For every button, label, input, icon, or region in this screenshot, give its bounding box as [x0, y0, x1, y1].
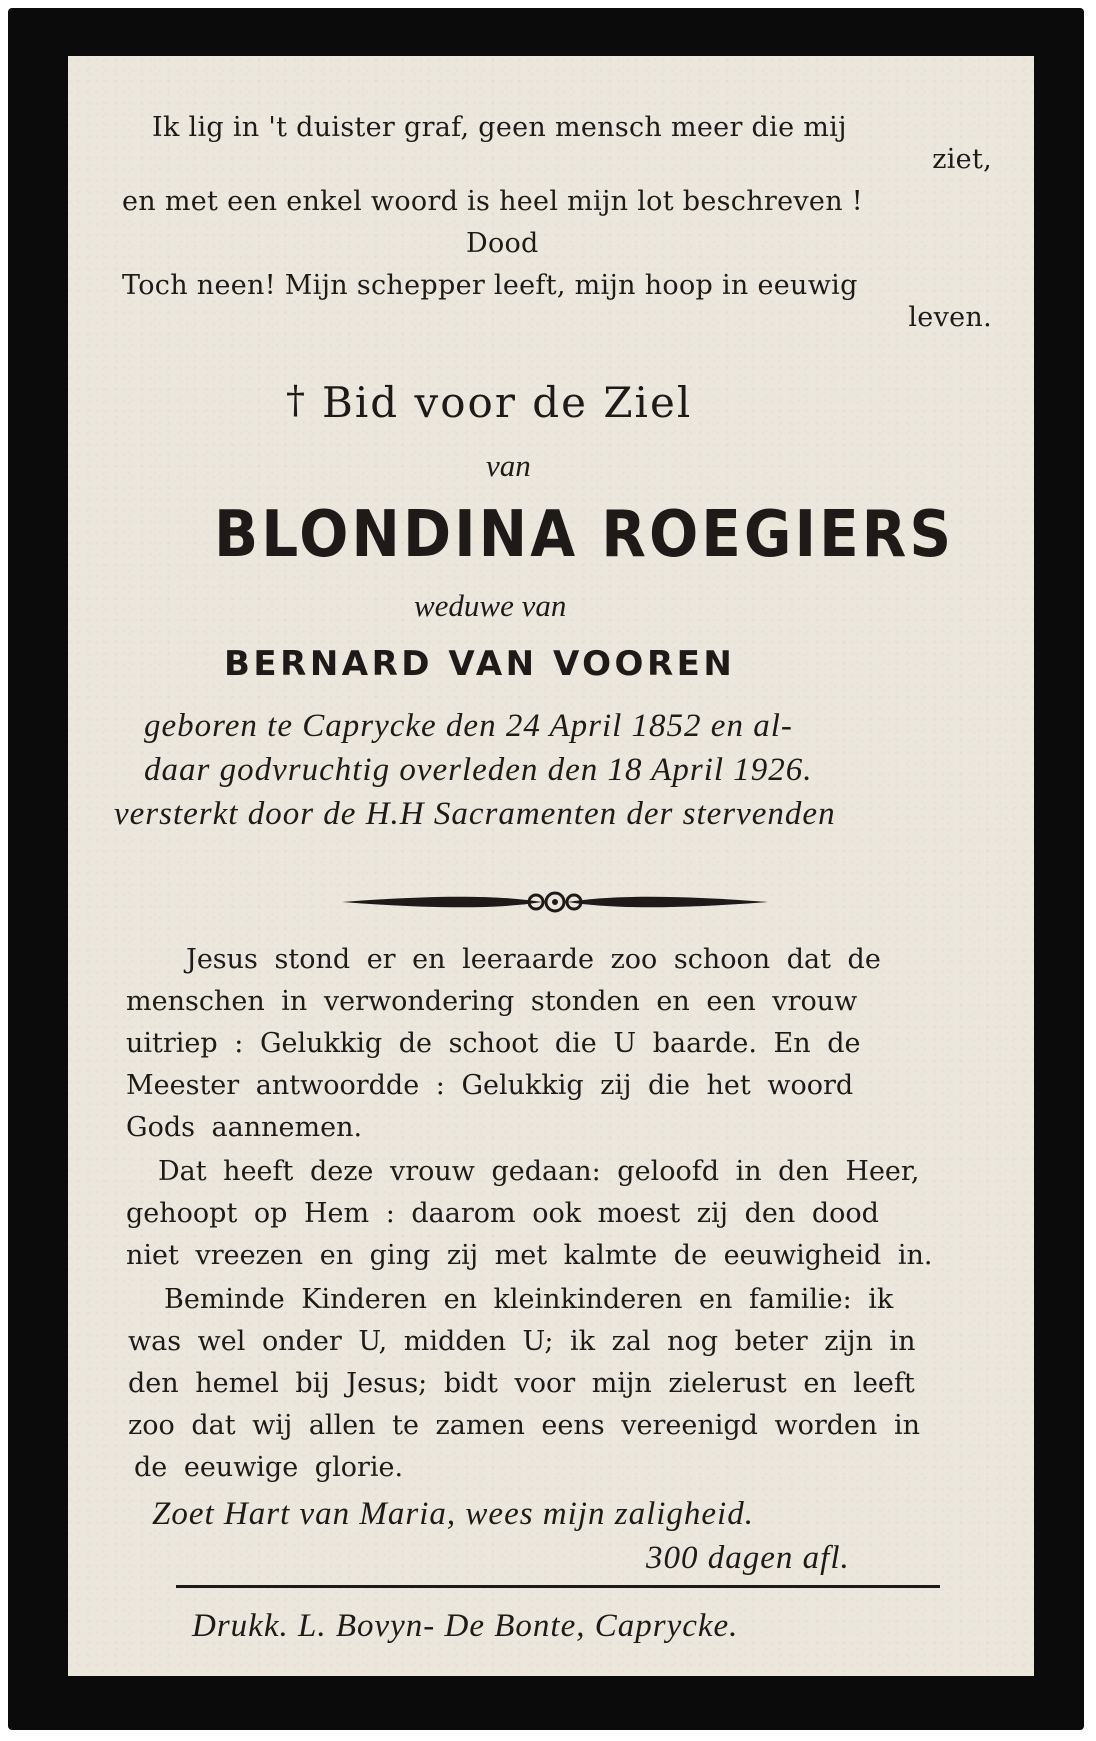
card-paper — [68, 56, 1034, 1676]
body-line: Meester antwoordde : Gelukkig zij die het woord — [126, 1070, 854, 1101]
body-line: menschen in verwondering stonden en een vrouw — [126, 986, 858, 1017]
body-line: Beminde Kinderen en kleinkinderen en familie: ik — [164, 1284, 894, 1315]
prayer-line: Zoet Hart van Maria, wees mijn zaligheid. — [152, 1496, 754, 1532]
body-line: Dat heeft deze vrouw gedaan: geloofd in den Heer, — [158, 1156, 920, 1187]
body-line: den hemel bij Jesus; bidt voor mijn zielerust en leeft — [128, 1368, 915, 1399]
body-line: de eeuwige glorie. — [134, 1452, 404, 1483]
poem-line-3: Dood — [466, 228, 539, 259]
deceased-name: BLONDINA ROEGIERS — [214, 496, 955, 572]
poem-line-4b: leven. — [908, 302, 992, 333]
ornament-divider-icon — [342, 886, 768, 918]
cross-icon: † — [286, 378, 305, 422]
widow-label: weduwe van — [414, 588, 567, 623]
sacrament-line: versterkt door de H.H Sacramenten der stervenden — [114, 796, 836, 832]
prayer-heading: Bid voor de Ziel — [322, 378, 693, 427]
poem-line-4: Toch neen! Mijn schepper leeft, mijn hoop in eeuwig — [122, 270, 858, 301]
body-line: niet vreezen en ging zij met kalmte de eeuwigheid in. — [126, 1240, 933, 1271]
body-line: Jesus stond er en leeraarde zoo schoon dat de — [186, 944, 881, 975]
husband-name: BERNARD VAN VOOREN — [224, 644, 736, 684]
poem-line-2: en met een enkel woord is heel mijn lot beschreven ! — [122, 186, 863, 217]
poem-line-1: Ik lig in 't duister graf, geen mensch meer die mij — [152, 112, 847, 143]
indulgence-note: 300 dagen afl. — [646, 1540, 850, 1576]
death-line: daar godvruchtig overleden den 18 April 1926. — [144, 752, 813, 788]
body-line: gehoopt op Hem : daarom ook moest zij den dood — [126, 1198, 879, 1229]
memorial-card — [8, 8, 1084, 1730]
body-line: zoo dat wij allen te zamen eens vereenigd worden in — [128, 1410, 921, 1441]
birth-line: geboren te Caprycke den 24 April 1852 en al- — [144, 708, 793, 744]
body-line: uitriep : Gelukkig de schoot die U baarde. En de — [126, 1028, 861, 1059]
divider-rule — [176, 1585, 940, 1588]
body-line: was wel onder U, midden U; ik zal nog beter zijn in — [128, 1326, 916, 1357]
poem-line-1b: ziet, — [932, 144, 992, 175]
body-line: Gods aannemen. — [126, 1112, 363, 1143]
printer-credit: Drukk. L. Bovyn- De Bonte, Caprycke. — [192, 1608, 739, 1644]
van-label: van — [486, 448, 531, 483]
